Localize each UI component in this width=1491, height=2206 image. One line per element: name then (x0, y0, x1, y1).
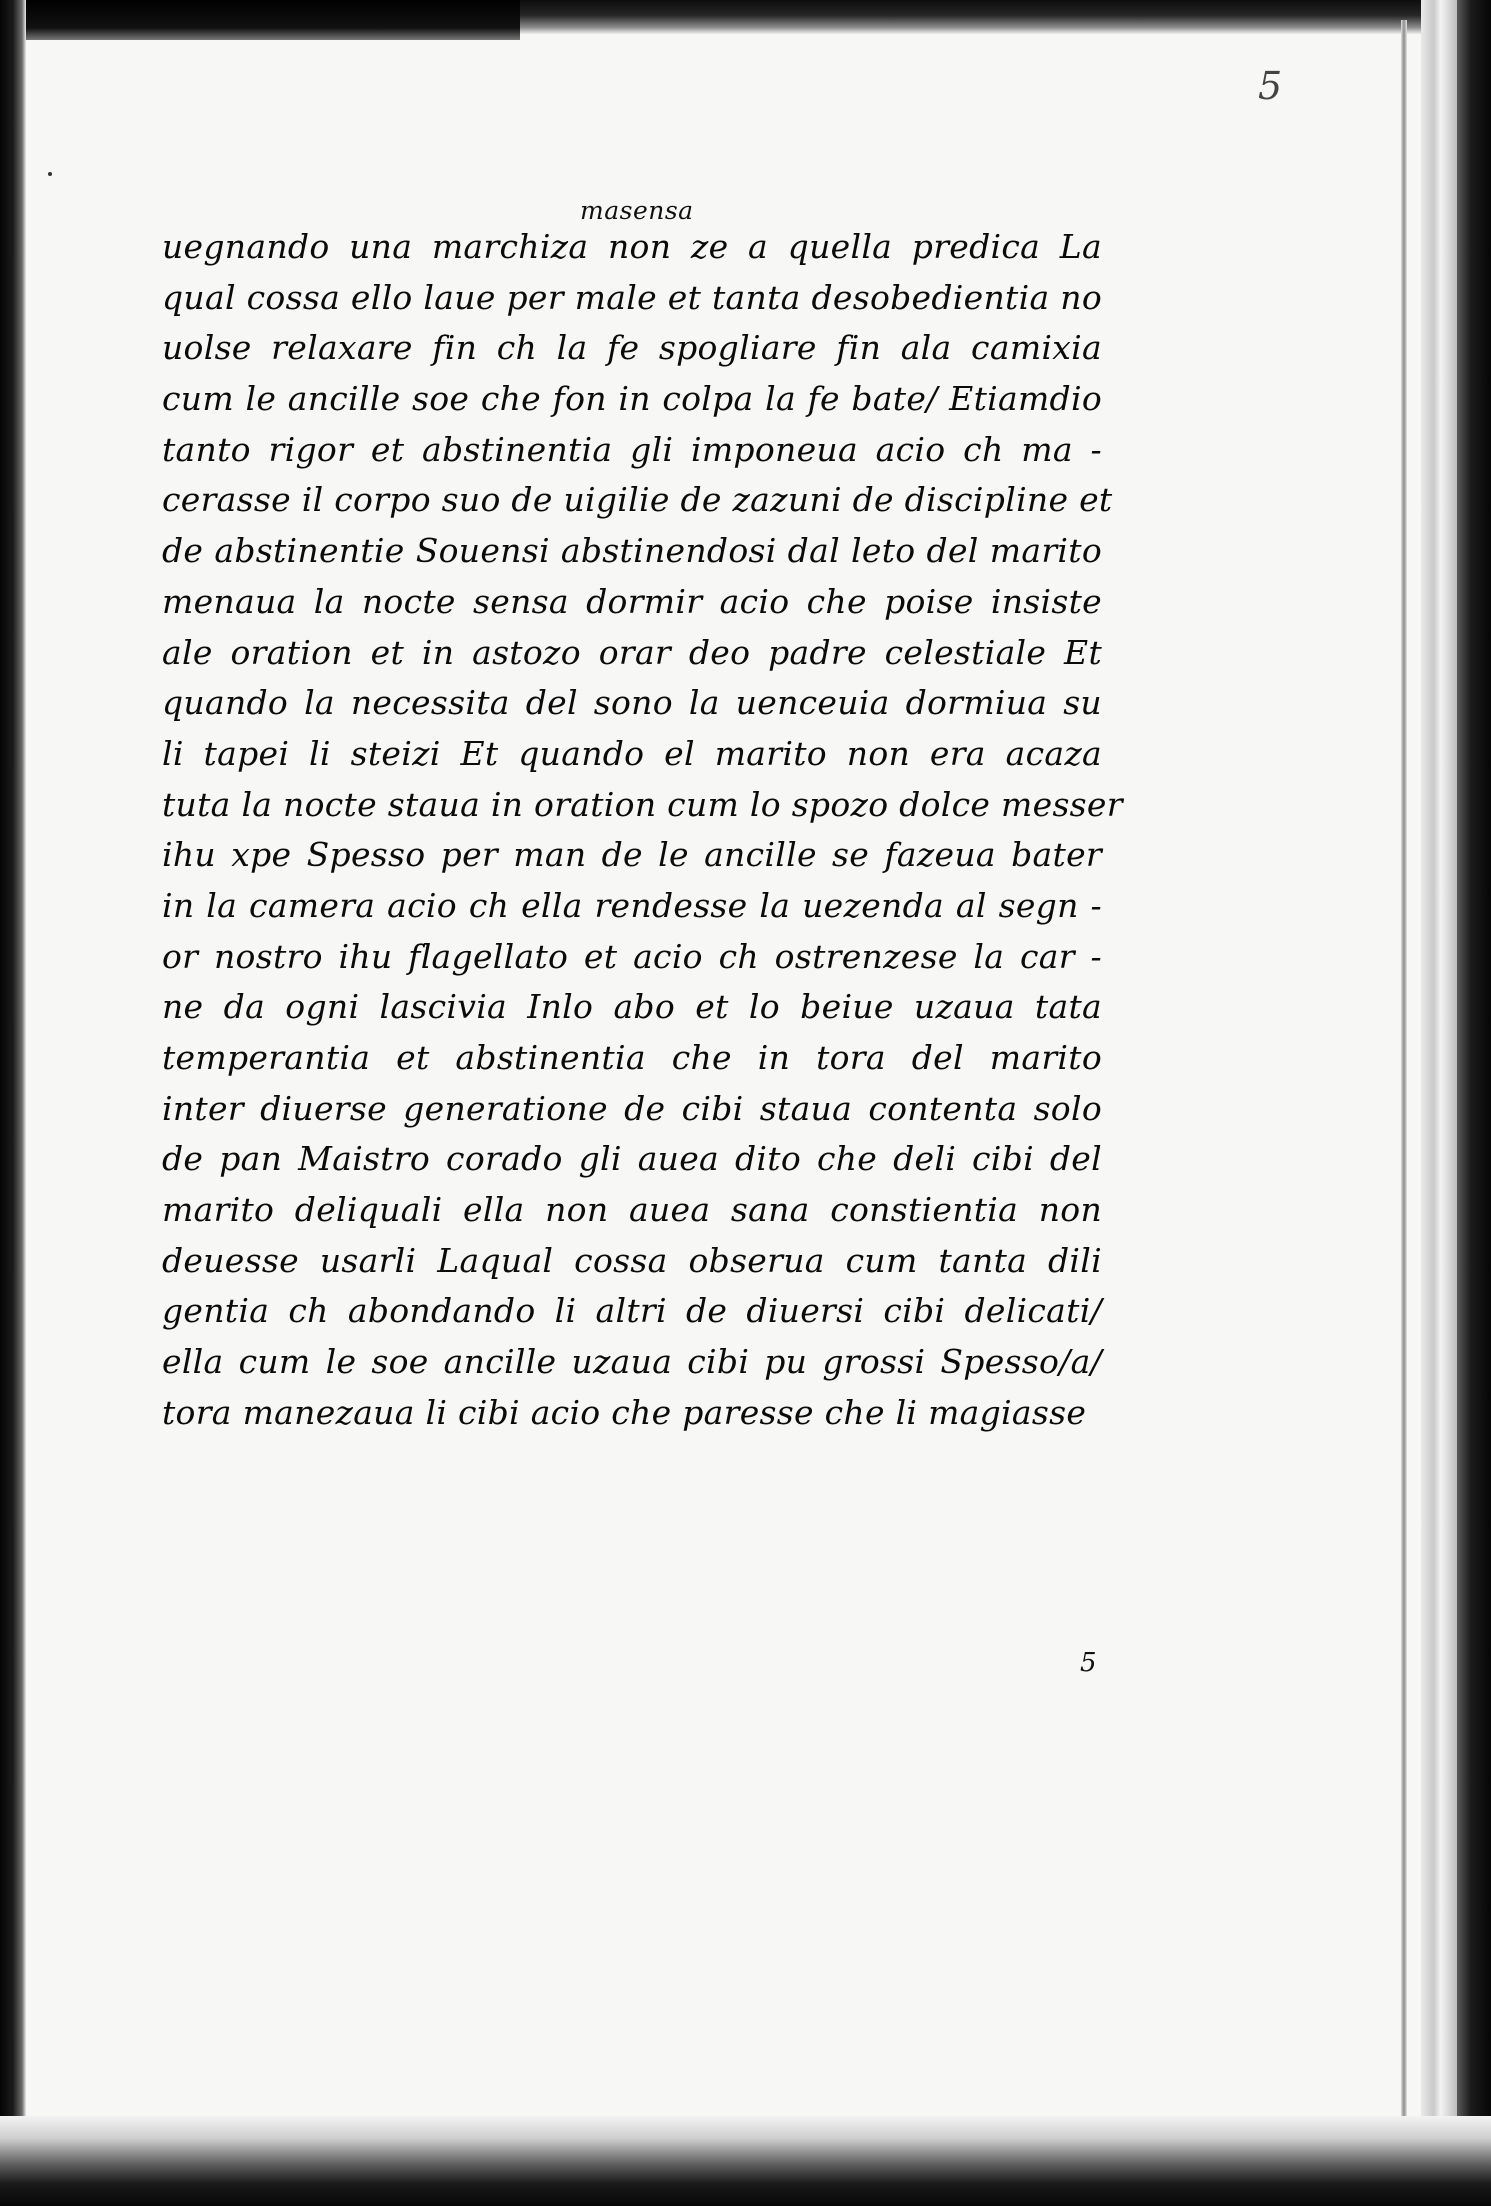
text-line: tanto rigor et abstinentia gli imponeua acio ch ma - (162, 429, 1102, 469)
text-line: marito deliquali ella non auea sana constientia non (162, 1190, 1102, 1230)
text-line: qual cossa ello laue per male et tanta desobedientia no (162, 277, 1102, 317)
interlinear-correction: masensa (580, 196, 694, 225)
text-line: tuta la nocte staua in oration cum lo spozo dolce messer (162, 784, 1123, 824)
page-edge-right (1421, 0, 1457, 2206)
catchword-mark: 5 (1080, 1648, 1097, 1678)
text-line: uegnando una marchiza non ze a quella predica La (162, 227, 1102, 266)
text-line: li tapei li steizi Et quando el marito non era acaza (162, 733, 1102, 773)
page-fold-right (1401, 20, 1407, 2170)
scan-bottom-edge (0, 2116, 1491, 2206)
paper-speck (48, 172, 52, 176)
scan-left-edge (0, 0, 26, 2206)
text-line: de pan Maistro corado gli auea dito che deli cibi del (162, 1139, 1102, 1179)
text-line: cerasse il corpo suo de uigilie de zazuni de discipline et (162, 480, 1113, 520)
text-line: ihu xpe Spesso per man de le ancille se fazeua bater (162, 835, 1102, 875)
text-line: temperantia et abstinentia che in tora del marito (162, 1038, 1102, 1077)
text-line: in la camera acio ch ella rendesse la uezenda al segn - (162, 885, 1102, 925)
text-line: ale oration et in astozo orar deo padre celestiale Et (162, 632, 1102, 672)
text-line: or nostro ihu flagellato et acio ch ostrenzese la car - (162, 936, 1102, 976)
text-line: cum le ancille soe che fon in colpa la fe bate/ Etiamdio (162, 379, 1102, 419)
text-line: quando la necessita del sono la uenceuia dormiua su (162, 683, 1102, 723)
folio-number: 5 (1258, 64, 1283, 108)
text-line: de abstinentie Souensi abstinendosi dal leto del marito (162, 531, 1102, 571)
text-line: ne da ogni lascivia Inlo abo et lo beiue uzaua tata (162, 987, 1102, 1027)
text-line: deuesse usarli Laqual cossa obserua cum tanta dili (162, 1240, 1102, 1280)
text-line: tora manezaua li cibi acio che paresse che li magiasse (162, 1392, 1087, 1432)
text-line: gentia ch abondando li altri de diuersi cibi delicati/ (162, 1291, 1102, 1331)
scan-right-edge (1457, 0, 1491, 2206)
text-line: menaua la nocte sensa dormir acio che poise insiste (162, 581, 1102, 621)
manuscript-text (162, 222, 1123, 1439)
text-line: uolse relaxare fin ch la fe spogliare fin ala camixia (162, 328, 1102, 368)
text-line: inter diuerse generatione de cibi staua contenta solo (162, 1088, 1102, 1128)
text-line: ella cum le soe ancille uzaua cibi pu grossi Spesso/a/ (162, 1342, 1102, 1382)
binding-shadow-top (0, 0, 520, 40)
